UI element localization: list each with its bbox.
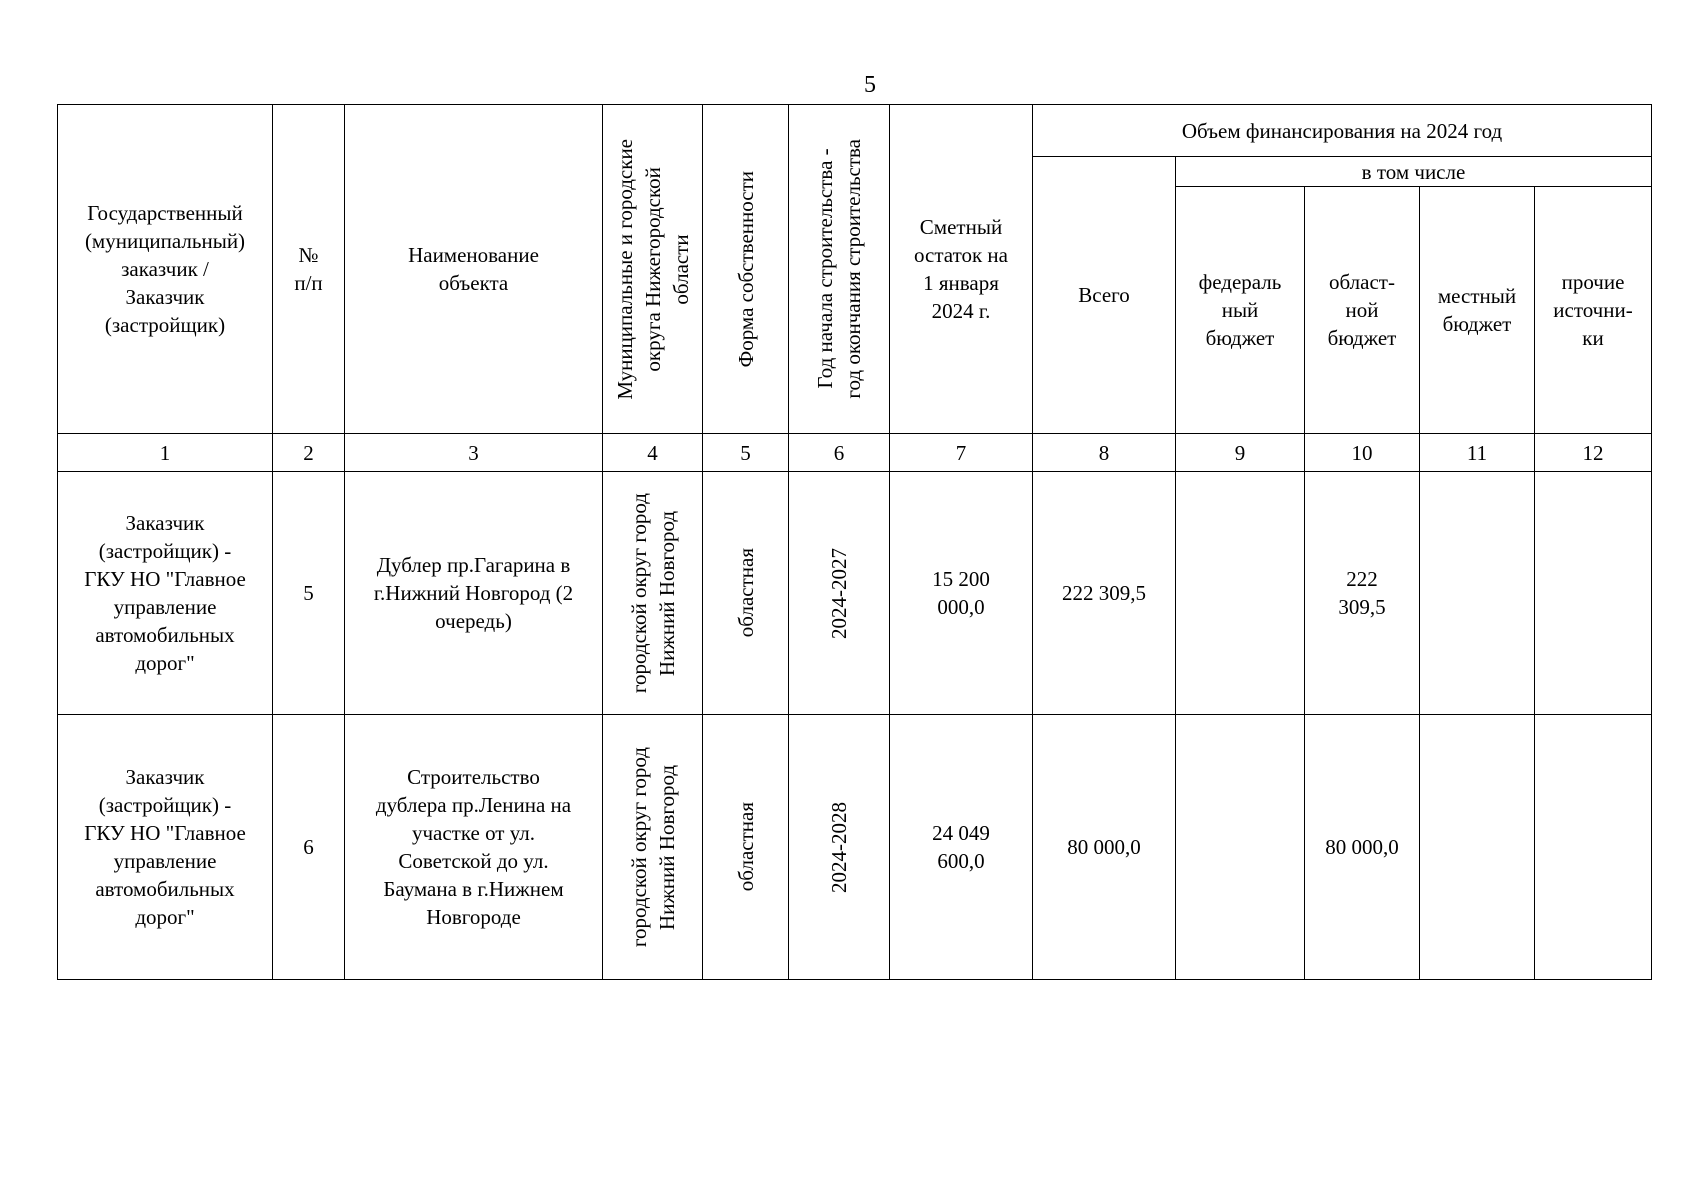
row-number: 5 [273,472,345,715]
column-number: 5 [703,434,789,472]
header-other-sources: прочие источни- ки [1535,187,1652,434]
row-local [1420,472,1535,715]
header-row-1 [58,105,1652,157]
header-ownership-form-text: Форма собственности [733,170,758,368]
header-federal-budget: федераль ный бюджет [1176,187,1305,434]
row-number: 6 [273,715,345,980]
column-number: 10 [1305,434,1420,472]
row-total: 80 000,0 [1033,715,1176,980]
column-number: 4 [603,434,703,472]
column-number: 8 [1033,434,1176,472]
row-object-name: Дублер пр.Гагарина в г.Нижний Новгород (2 очередь) [345,472,603,715]
row-district [603,472,703,715]
header-municipal-districts-text: Муниципальные и городские округа Нижегородской области [612,138,693,400]
column-number: 9 [1176,434,1305,472]
row-ownership-text: областная [733,802,758,892]
row-local [1420,715,1535,980]
row-customer: Заказчик (застройщик) - ГКУ НО "Главное управление автомобильных дорог" [58,472,273,715]
header-total: Всего [1033,157,1176,434]
financing-table [57,104,1652,980]
column-numbers-row [58,434,1652,472]
column-number: 2 [273,434,345,472]
row-estimated-balance: 15 200 000,0 [890,472,1033,715]
row-federal [1176,715,1305,980]
header-local-budget: местный бюджет [1420,187,1535,434]
row-estimated-balance: 24 049 600,0 [890,715,1033,980]
row-federal [1176,472,1305,715]
header-including: в том числе [1176,157,1652,187]
header-object-name: Наименование объекта [345,105,603,434]
row-years-text: 2024-2028 [827,801,851,893]
header-number: № п/п [273,105,345,434]
row-district [603,715,703,980]
header-ownership-form [703,105,789,434]
column-number: 7 [890,434,1033,472]
header-construction-years [789,105,890,434]
row-years [789,715,890,980]
header-customer: Государственный (муниципальный) заказчик / Заказчик (застройщик) [58,105,273,434]
header-funding-volume: Объем финансирования на 2024 год [1033,105,1652,157]
header-municipal-districts [603,105,703,434]
table-row [58,472,1652,715]
header-construction-years-text: Год начала строительства - год окончания строительства [813,139,865,399]
table-row [58,715,1652,980]
row-district-text: городской округ город Нижний Новгород [626,492,679,694]
column-number: 11 [1420,434,1535,472]
row-ownership [703,472,789,715]
row-years-text: 2024-2027 [827,547,851,639]
row-other [1535,472,1652,715]
column-number: 12 [1535,434,1652,472]
row-total: 222 309,5 [1033,472,1176,715]
row-district-text: городской округ город Нижний Новгород [626,746,679,948]
row-customer: Заказчик (застройщик) - ГКУ НО "Главное управление автомобильных дорог" [58,715,273,980]
row-regional: 80 000,0 [1305,715,1420,980]
column-number: 3 [345,434,603,472]
header-regional-budget: област- ной бюджет [1305,187,1420,434]
row-ownership [703,715,789,980]
column-number: 1 [58,434,273,472]
column-number: 6 [789,434,890,472]
row-object-name: Строительство дублера пр.Ленина на участке от ул. Советской до ул. Баумана в г.Нижнем Новгороде [345,715,603,980]
header-estimated-balance: Сметный остаток на 1 января 2024 г. [890,105,1033,434]
page-number: 5 [864,72,876,98]
row-other [1535,715,1652,980]
row-years [789,472,890,715]
row-regional: 222 309,5 [1305,472,1420,715]
row-ownership-text: областная [733,548,758,638]
